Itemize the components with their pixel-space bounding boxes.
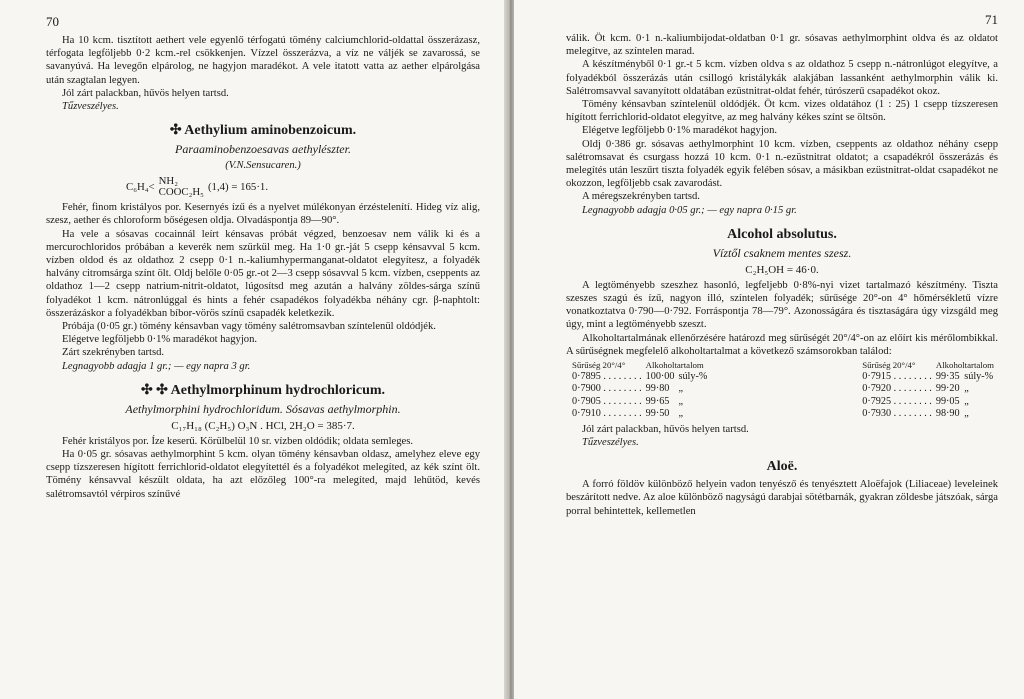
- paragraph: Ha 0·05 gr. sósavas aethylmorphint 5 kcm. olyan tömény kénsavban oldasz, amelyhez eleve egy csepp tízszeresen hígított ferrichlorid-oldatot elegyítettél és a folyadékot melegíted, az kék színt ölt. Tömény kénsavval készült oldata, ha azt előzőleg 100°-ra melegíted, majd lehűtöd, kevés salétromsavtól vérpiros színűvé: [46, 449, 480, 500]
- entry-subtitle-aethylmorphinum: Aethylmorphini hydrochloridum. Sósavas aethylmorphin.: [125, 401, 401, 416]
- formula-left: C₆H₄<: [126, 181, 155, 194]
- density-cell: 0·7925 . . . . . . . .: [862, 395, 932, 407]
- paragraph: Elégetve legföljebb 0·1% maradékot hagyjon.: [582, 125, 778, 137]
- density-cell: 0·7905 . . . . . . . .: [572, 395, 642, 407]
- alcohol-cell: 99·50: [645, 408, 670, 420]
- paragraph: válik. Öt kcm. 0·1 n.-kaliumbijodat-oldatban 0·1 gr. sósavas aethylmorphint oldva és az oldatot melegítve, az színtelen marad.: [566, 33, 998, 58]
- formula-top: NH₂: [158, 175, 178, 188]
- unit-cell: „: [678, 383, 684, 395]
- paragraph: A készítményből 0·1 gr.-t 5 kcm. vízben oldva s az oldathoz 5 csepp n.-nátronlúgot elegyítve, a folyadékból összerázás után csillogó kristálykák alakjában lassanként aethylmorphin válik ki. Salétromsavval savanyított oldatában ezüstnitrat-oldat fehér, túrószerű csapadékot okoz.: [566, 59, 998, 97]
- formula-bottom: COOC₂H₅: [158, 186, 204, 199]
- entry-title-aloe: Aloë.: [766, 459, 798, 475]
- intro-note: Tűzveszélyes.: [62, 101, 119, 113]
- page-number-right: 71: [985, 12, 998, 27]
- dosage-line: Legnagyobb adagja 1 gr.; — egy napra 3 gr.: [62, 360, 251, 372]
- paragraph: A forró földöv különböző helyein vadon tenyésző és tenyésztett Aloëfajok (Liliaceae) leveleinek beszárított nedve. Az aloe különböző nagyságú darabjai sötétbarnák, gyakran zöldesbe játszóak, sárga porral behintettek, kellemetlen: [566, 479, 998, 517]
- paragraph: Elégetve legföljebb 0·1% maradékot hagyjon.: [62, 334, 258, 346]
- unit-cell: „: [678, 395, 684, 407]
- table-row: [862, 408, 998, 420]
- alcohol-cell: 99·20: [935, 383, 960, 395]
- paragraph: A méregszekrényben tartsd.: [582, 191, 700, 203]
- table-header-alcohol: Alkoholtartalom: [645, 360, 704, 371]
- entry-author: (V.N.Sensucaren.): [225, 160, 301, 172]
- table-row: [862, 371, 998, 383]
- alcohol-cell: 100·00: [645, 371, 675, 383]
- paragraph: A legtöményebb szeszhez hasonló, legfeljebb 0·8%-nyi vizet tartalmazó készítmény. Tiszta szeszes szagú és ízű, nagyon illó, színtelen folyadék; sűrűsége 20°-on 4° hőmérsékletű vízre vonatkoztatva 0·790—0·792. Forráspontja 78—79°. Azonosságára és tisztaságára úgy vizsgáld meg úgy, mint a legtöményebb szeszt.: [566, 279, 998, 331]
- density-cell: 0·7915 . . . . . . . .: [862, 371, 932, 383]
- structural-formula: [126, 176, 268, 198]
- entry-title-aethylium: ✣ Aethylium aminobenzoicum.: [169, 123, 357, 139]
- intro-storage: Jól zárt palackban, hűvös helyen tartsd.: [62, 87, 229, 99]
- left-page: [0, 0, 506, 699]
- density-cell: 0·7895 . . . . . . . .: [572, 371, 642, 383]
- intro-paragraph: Ha 10 kcm. tisztított aethert vele egyenlő térfogatú tömény calciumchlorid-oldattal összerázasz, térfogata legföljebb 0·2 kcm.-rel csökkenjen. Vízzel összerázva, a víz ne váljék se zavarossá, se savanyúvá. Ha levegőn elpárolog, ne hagyjon maradékot. A vele itatott vatta az aether elpárolgása után szagtalan legyen.: [46, 35, 480, 86]
- entry-title-alcohol: Alcohol absolutus.: [727, 226, 837, 242]
- page-number-left: 70: [46, 14, 59, 29]
- alcohol-storage: Jól zárt palackban, hűvös helyen tartsd.: [582, 423, 749, 435]
- paragraph: Zárt szekrényben tartsd.: [62, 347, 165, 359]
- alcohol-cell: 99·65: [645, 395, 670, 407]
- formula-right: (1,4) = 165·1.: [207, 181, 269, 194]
- formula-substituents: [159, 176, 204, 198]
- unit-cell: „: [964, 383, 969, 395]
- dosage-line: Legnagyobb adagja 0·05 gr.; — egy napra 0·15 gr.: [582, 204, 797, 216]
- entry-subtitle-alcohol: Víztől csaknem mentes szesz.: [712, 245, 852, 260]
- table-header-density: Sűrűség 20°/4°: [862, 360, 916, 371]
- density-cell: 0·7930 . . . . . . . .: [862, 408, 932, 420]
- unit-cell: „: [678, 408, 684, 420]
- table-row: [572, 396, 711, 408]
- alcohol-note: Tűzveszélyes.: [582, 436, 639, 448]
- table-header-alcohol: Alkoholtartalom: [935, 360, 994, 371]
- alcohol-cell: 99·35: [935, 371, 960, 383]
- paragraph: Oldj 0·386 gr. sósavas aethylmorphint 10 kcm. vízben, cseppents az oldathoz néhány csepp salétromsavat és csurgass hozzá 10 kcm. 0·1 n.-ezüstnitrat oldatot; a csapadékról összerázás és melegítés után leszűrt tiszta folyadék egyik felében sósav, a másikban ezüstnitrat-oldat csapadékot ne okozzon, legföljebb csak zavarodást.: [566, 138, 998, 190]
- table-row: [572, 408, 711, 420]
- molecular-formula: C₂H₅OH = 46·0.: [745, 263, 819, 276]
- unit-cell: súly-%: [964, 371, 994, 383]
- paragraph: Ha vele a sósavas cocainnál leírt kénsavas próbát végzed, benzoesav nem válik ki és a mercurochloridos próbában a keverék nem szürkül meg. Ha 1·0 gr.-ját 5 csepp kénsavval 5 kcm. vízben oldod és az oldathoz 2 csepp 0·1 n.-kaliumhypermanganat-oldatot elegyítesz, a folyadék halvány citromsárga színt ölt. Oldj belőle 0·05 gr.-ot 2—3 csepp sósavval 5 kcm. vízben, cseppents az oldathoz 1—2 csepp natrium-nitrit-oldatot, lúgosítsd meg azután a halvány zöldes-sárga színű folyadékot 1 kcm. nátronlúggal és hints a fehér csapadékos folyadékba néhány cgr. β-naphtolt: összerázáskor a folyadékban bíbor-vörös színű csapadék keletkezik.: [46, 228, 480, 319]
- unit-cell: súly-%: [678, 371, 708, 383]
- paragraph: Fehér kristályos por. Íze keserű. Körülbelül 10 sr. vízben oldódik; oldata semleges.: [62, 435, 413, 447]
- density-cell: 0·7920 . . . . . . . .: [862, 383, 932, 395]
- table-row: [572, 371, 711, 383]
- right-page: [514, 0, 1024, 699]
- density-cell: 0·7900 . . . . . . . .: [572, 383, 642, 395]
- table-row: [572, 383, 711, 395]
- alcohol-table-left: [572, 360, 711, 421]
- paragraph: Alkoholtartalmának ellenőrzésére határozd meg sűrűségét 20°/4°-on az előírt kis mérőlombikkal. A sűrűségnek megfelelő alkoholtartalmat a következő számsorokban találod:: [566, 332, 998, 357]
- unit-cell: „: [964, 408, 969, 420]
- alcohol-cell: 99·05: [935, 395, 960, 407]
- alcohol-cell: 98·90: [935, 408, 960, 420]
- density-cell: 0·7910 . . . . . . . .: [572, 408, 642, 420]
- alcohol-table: [566, 358, 998, 423]
- paragraph: Tömény kénsavban színtelenül oldódjék. Öt kcm. vizes oldatához (1 : 25) 1 csepp tízszeresen hígított ferrichlorid-oldatot elegyítve, az meg halvány kékes színt se öltsön.: [566, 99, 998, 124]
- table-row: [862, 396, 998, 408]
- table-header-density: Sűrűség 20°/4°: [572, 360, 626, 371]
- paragraph: Próbája (0·05 gr.) tömény kénsavban vagy tömény salétromsavban színtelenül oldódjék.: [62, 321, 436, 333]
- alcohol-cell: 99·80: [645, 383, 670, 395]
- table-row: [862, 383, 998, 395]
- entry-subtitle-aethylium: Paraaminobenzoesavas aethylészter.: [175, 142, 351, 157]
- alcohol-table-right: [862, 360, 998, 421]
- molecular-formula: C₁₇H₁₈ (C₂H₅) O₃N . HCl, 2H₂O = 385·7.: [171, 419, 355, 432]
- unit-cell: „: [964, 395, 969, 407]
- paragraph: Fehér, finom kristályos por. Kesernyés ízű és a nyelvet múlékonyan érzéstelenítí. Hideg víz alig, szesz, aether és chloroform bőségesen oldja. Olvadáspontja 89—90°.: [46, 202, 480, 227]
- entry-title-aethylmorphinum: ✣ ✣ Aethylmorphinum hydrochloricum.: [140, 382, 386, 398]
